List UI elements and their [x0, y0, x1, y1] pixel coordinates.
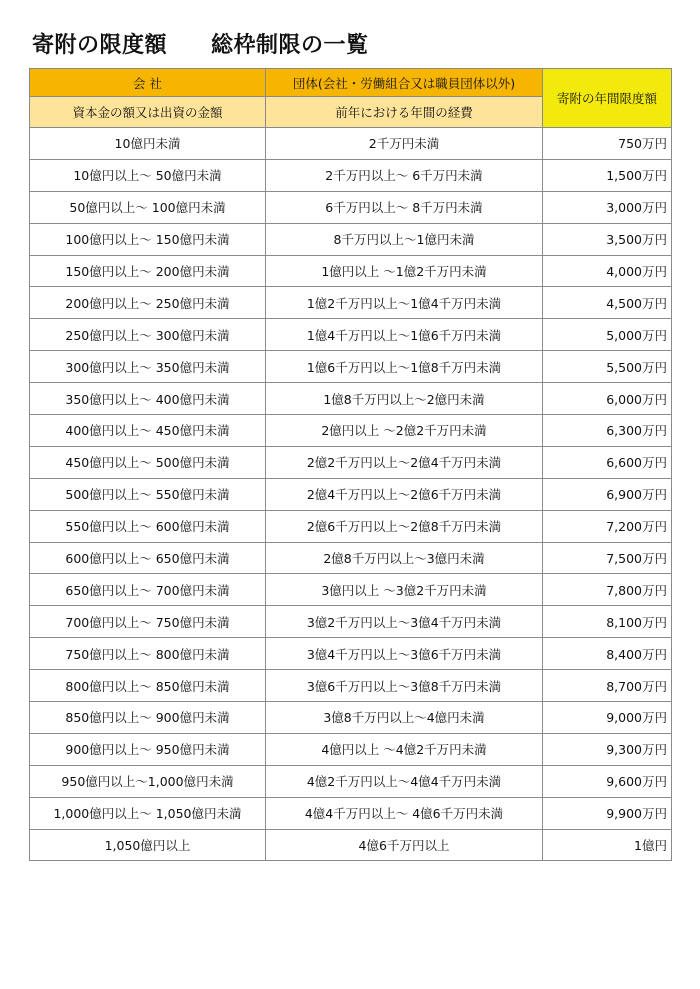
group-cell: 1億円以上 ～1億2千万円未満 [266, 255, 543, 287]
limit-cell: 3,500万円 [543, 223, 672, 255]
table-row [30, 351, 672, 383]
company-cell: 600億円以上～ 650億円未満 [30, 542, 266, 574]
limit-cell: 9,600万円 [543, 765, 672, 797]
company-cell: 800億円以上～ 850億円未満 [30, 670, 266, 702]
header-company-sub: 資本金の額又は出資の金額 [30, 97, 266, 128]
header-group: 団体(会社・労働組合又は職員団体以外) [266, 69, 543, 97]
table-row [30, 478, 672, 510]
company-cell: 650億円以上～ 700億円未満 [30, 574, 266, 606]
table-body [30, 128, 672, 861]
company-cell: 700億円以上～ 750億円未満 [30, 606, 266, 638]
limit-cell: 7,800万円 [543, 574, 672, 606]
company-cell: 450億円以上～ 500億円未満 [30, 446, 266, 478]
company-cell: 950億円以上～1,000億円未満 [30, 765, 266, 797]
table-row [30, 415, 672, 447]
page-title [32, 28, 369, 59]
limit-cell: 9,900万円 [543, 797, 672, 829]
limit-cell: 8,400万円 [543, 638, 672, 670]
company-cell: 300億円以上～ 350億円未満 [30, 351, 266, 383]
table-row [30, 829, 672, 861]
group-cell: 2千万円以上～ 6千万円未満 [266, 159, 543, 191]
group-cell: 3億円以上 ～3億2千万円未満 [266, 574, 543, 606]
header-row-top [30, 69, 672, 97]
donation-limit-table [29, 68, 672, 861]
limit-cell: 6,900万円 [543, 478, 672, 510]
company-cell: 500億円以上～ 550億円未満 [30, 478, 266, 510]
company-cell: 850億円以上～ 900億円未満 [30, 702, 266, 734]
table-row [30, 670, 672, 702]
company-cell: 150億円以上～ 200億円未満 [30, 255, 266, 287]
limit-cell: 1,500万円 [543, 159, 672, 191]
group-cell: 1億8千万円以上～2億円未満 [266, 383, 543, 415]
group-cell: 1億6千万円以上～1億8千万円未満 [266, 351, 543, 383]
group-cell: 4億4千万円以上～ 4億6千万円未満 [266, 797, 543, 829]
company-cell: 550億円以上～ 600億円未満 [30, 510, 266, 542]
limit-cell: 7,500万円 [543, 542, 672, 574]
company-cell: 250億円以上～ 300億円未満 [30, 319, 266, 351]
limit-cell: 8,700万円 [543, 670, 672, 702]
group-cell: 2億8千万円以上～3億円未満 [266, 542, 543, 574]
group-cell: 3億8千万円以上～4億円未満 [266, 702, 543, 734]
limit-cell: 6,600万円 [543, 446, 672, 478]
table-row [30, 542, 672, 574]
limit-cell: 6,000万円 [543, 383, 672, 415]
group-cell: 6千万円以上～ 8千万円未満 [266, 191, 543, 223]
group-cell: 1億4千万円以上～1億6千万円未満 [266, 319, 543, 351]
group-cell: 2億2千万円以上～2億4千万円未満 [266, 446, 543, 478]
table-row [30, 702, 672, 734]
limit-cell: 9,300万円 [543, 733, 672, 765]
group-cell: 4億円以上 ～4億2千万円未満 [266, 733, 543, 765]
header-company: 会 社 [30, 69, 266, 97]
table-row [30, 733, 672, 765]
table-row [30, 255, 672, 287]
limit-cell: 5,500万円 [543, 351, 672, 383]
table-row [30, 765, 672, 797]
group-cell: 1億2千万円以上～1億4千万円未満 [266, 287, 543, 319]
limit-cell: 9,000万円 [543, 702, 672, 734]
company-cell: 100億円以上～ 150億円未満 [30, 223, 266, 255]
table-row [30, 383, 672, 415]
company-cell: 10億円未満 [30, 128, 266, 160]
company-cell: 1,050億円以上 [30, 829, 266, 861]
limit-cell: 3,000万円 [543, 191, 672, 223]
limit-cell: 5,000万円 [543, 319, 672, 351]
company-cell: 200億円以上～ 250億円未満 [30, 287, 266, 319]
table-row [30, 319, 672, 351]
company-cell: 400億円以上～ 450億円未満 [30, 415, 266, 447]
group-cell: 2千万円未満 [266, 128, 543, 160]
group-cell: 4億2千万円以上～4億4千万円未満 [266, 765, 543, 797]
group-cell: 2億円以上 ～2億2千万円未満 [266, 415, 543, 447]
table-row [30, 606, 672, 638]
limit-cell: 7,200万円 [543, 510, 672, 542]
limit-cell: 4,500万円 [543, 287, 672, 319]
company-cell: 900億円以上～ 950億円未満 [30, 733, 266, 765]
group-cell: 3億4千万円以上～3億6千万円未満 [266, 638, 543, 670]
group-cell: 4億6千万円以上 [266, 829, 543, 861]
limit-cell: 1億円 [543, 829, 672, 861]
table-row [30, 638, 672, 670]
title-sub: 総枠制限の一覧 [211, 33, 369, 58]
table-row [30, 574, 672, 606]
header-limit: 寄附の年間限度額 [543, 69, 672, 128]
table-row [30, 159, 672, 191]
table-row [30, 510, 672, 542]
limit-cell: 4,000万円 [543, 255, 672, 287]
limit-cell: 750万円 [543, 128, 672, 160]
table-header [30, 69, 672, 128]
group-cell: 2億6千万円以上～2億8千万円未満 [266, 510, 543, 542]
table-row [30, 446, 672, 478]
table-row [30, 797, 672, 829]
header-group-sub: 前年における年間の経費 [266, 97, 543, 128]
group-cell: 8千万円以上～1億円未満 [266, 223, 543, 255]
table-row [30, 191, 672, 223]
company-cell: 10億円以上～ 50億円未満 [30, 159, 266, 191]
company-cell: 50億円以上～ 100億円未満 [30, 191, 266, 223]
table-row [30, 128, 672, 160]
limit-cell: 8,100万円 [543, 606, 672, 638]
group-cell: 3億6千万円以上～3億8千万円未満 [266, 670, 543, 702]
company-cell: 1,000億円以上～ 1,050億円未満 [30, 797, 266, 829]
group-cell: 3億2千万円以上～3億4千万円未満 [266, 606, 543, 638]
group-cell: 2億4千万円以上～2億6千万円未満 [266, 478, 543, 510]
company-cell: 350億円以上～ 400億円未満 [30, 383, 266, 415]
title-main: 寄附の限度額 [32, 33, 168, 58]
company-cell: 750億円以上～ 800億円未満 [30, 638, 266, 670]
table-row [30, 223, 672, 255]
table-row [30, 287, 672, 319]
limit-cell: 6,300万円 [543, 415, 672, 447]
